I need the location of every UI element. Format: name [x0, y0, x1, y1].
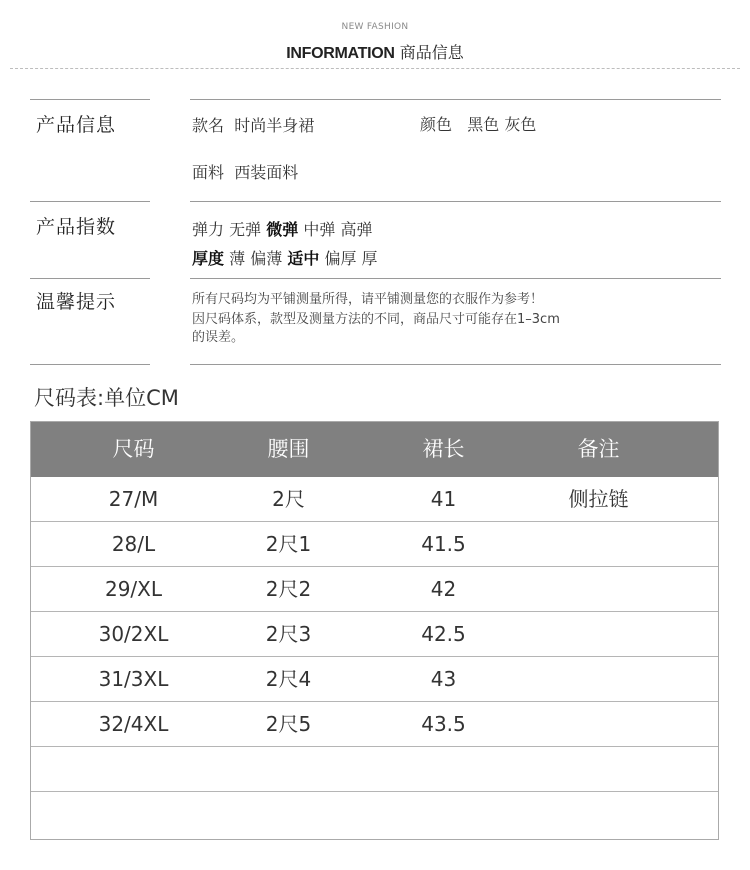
- cell-waist: 2尺3: [265, 622, 312, 646]
- table-row: [31, 567, 718, 612]
- tips-line-3: 的误差。: [192, 330, 245, 345]
- new-fashion-caption: NEW FASHION: [341, 22, 409, 32]
- header-remarks: 备注: [577, 437, 620, 461]
- table-header: [31, 422, 718, 477]
- cell-waist: 2尺4: [265, 667, 312, 691]
- table-row-empty: [31, 792, 718, 837]
- content-divider-3: [190, 278, 721, 279]
- table-row: [31, 477, 718, 522]
- fabric-value: 西装面料: [234, 163, 299, 182]
- cell-length: 43.5: [421, 712, 466, 736]
- size-table-title: 尺码表:单位CM: [34, 386, 179, 410]
- label-divider-1: [30, 99, 150, 100]
- title-chinese: 商品信息: [399, 43, 464, 62]
- fabric-key: 面料: [192, 163, 225, 182]
- table-row: [31, 702, 718, 747]
- table-row-empty: [31, 747, 718, 792]
- table-row: [31, 522, 718, 567]
- style-name-key: 款名: [192, 116, 225, 135]
- thickness-option: 厚: [361, 249, 378, 268]
- cell-waist: 2尺: [272, 487, 305, 511]
- cell-remarks: [526, 567, 671, 611]
- thickness-option: 偏薄: [250, 249, 283, 268]
- elasticity-option: 中弹: [303, 220, 336, 239]
- fabric-row: [192, 160, 298, 183]
- cell-waist: 2尺2: [265, 577, 312, 601]
- size-table: [30, 421, 719, 840]
- color-row: [420, 112, 536, 135]
- header-waist: 腰围: [267, 437, 310, 461]
- table-row: [31, 612, 718, 657]
- cell-length: 41.5: [421, 532, 466, 556]
- elasticity-option: 高弹: [340, 220, 373, 239]
- elasticity-option: 无弹: [229, 220, 262, 239]
- color-key: 颜色: [420, 115, 453, 134]
- cell-remarks: [526, 657, 671, 701]
- cell-length: 42.5: [421, 622, 466, 646]
- title-english: INFORMATION: [286, 45, 395, 62]
- style-name-row: [192, 113, 314, 136]
- page-title: [0, 40, 750, 63]
- thickness-option: 偏厚: [324, 249, 357, 268]
- tips-line-2: 因尺码体系，款型及测量方法的不同，商品尺寸可能存在1–3cm: [192, 312, 560, 327]
- cell-remarks: 侧拉链: [568, 487, 629, 511]
- elasticity-key: 弹力: [192, 220, 225, 239]
- cell-size: 31/3XL: [98, 667, 169, 691]
- cell-length: 43: [430, 667, 457, 691]
- header-size: 尺码: [112, 437, 155, 461]
- cell-length: 41: [430, 487, 457, 511]
- cell-remarks: [526, 522, 671, 566]
- product-info-label: 产品信息: [36, 114, 117, 136]
- cell-remarks: [526, 702, 671, 746]
- dashed-divider: [10, 68, 740, 69]
- label-divider-3: [30, 278, 150, 279]
- table-row: [31, 657, 718, 702]
- content-divider-1: [190, 99, 721, 100]
- product-index-label: 产品指数: [36, 216, 117, 238]
- elasticity-option-selected: 微弹: [266, 220, 299, 239]
- cell-waist: 2尺5: [265, 712, 312, 736]
- thickness-row: [192, 246, 378, 269]
- cell-size: 28/L: [111, 532, 156, 556]
- label-divider-2: [30, 201, 150, 202]
- header-skirt-length: 裙长: [422, 437, 465, 461]
- cell-size: 30/2XL: [98, 622, 169, 646]
- cell-size: 29/XL: [104, 577, 163, 601]
- thickness-option: 薄: [229, 249, 246, 268]
- label-divider-4: [30, 364, 150, 365]
- cell-size: 32/4XL: [98, 712, 169, 736]
- thickness-key: 厚度: [192, 249, 225, 268]
- color-value: 黑色 灰色: [467, 115, 537, 134]
- style-name-value: 时尚半身裙: [234, 116, 315, 135]
- elasticity-row: [192, 217, 372, 240]
- tips-label: 温馨提示: [36, 291, 117, 313]
- cell-length: 42: [430, 577, 457, 601]
- tips-line-1: 所有尺码均为平铺测量所得，请平铺测量您的衣服作为参考！: [192, 292, 544, 307]
- content-divider-2: [190, 201, 721, 202]
- thickness-option-selected: 适中: [287, 249, 320, 268]
- content-divider-4: [190, 364, 721, 365]
- cell-remarks: [526, 612, 671, 656]
- cell-waist: 2尺1: [265, 532, 312, 556]
- cell-size: 27/M: [108, 487, 159, 511]
